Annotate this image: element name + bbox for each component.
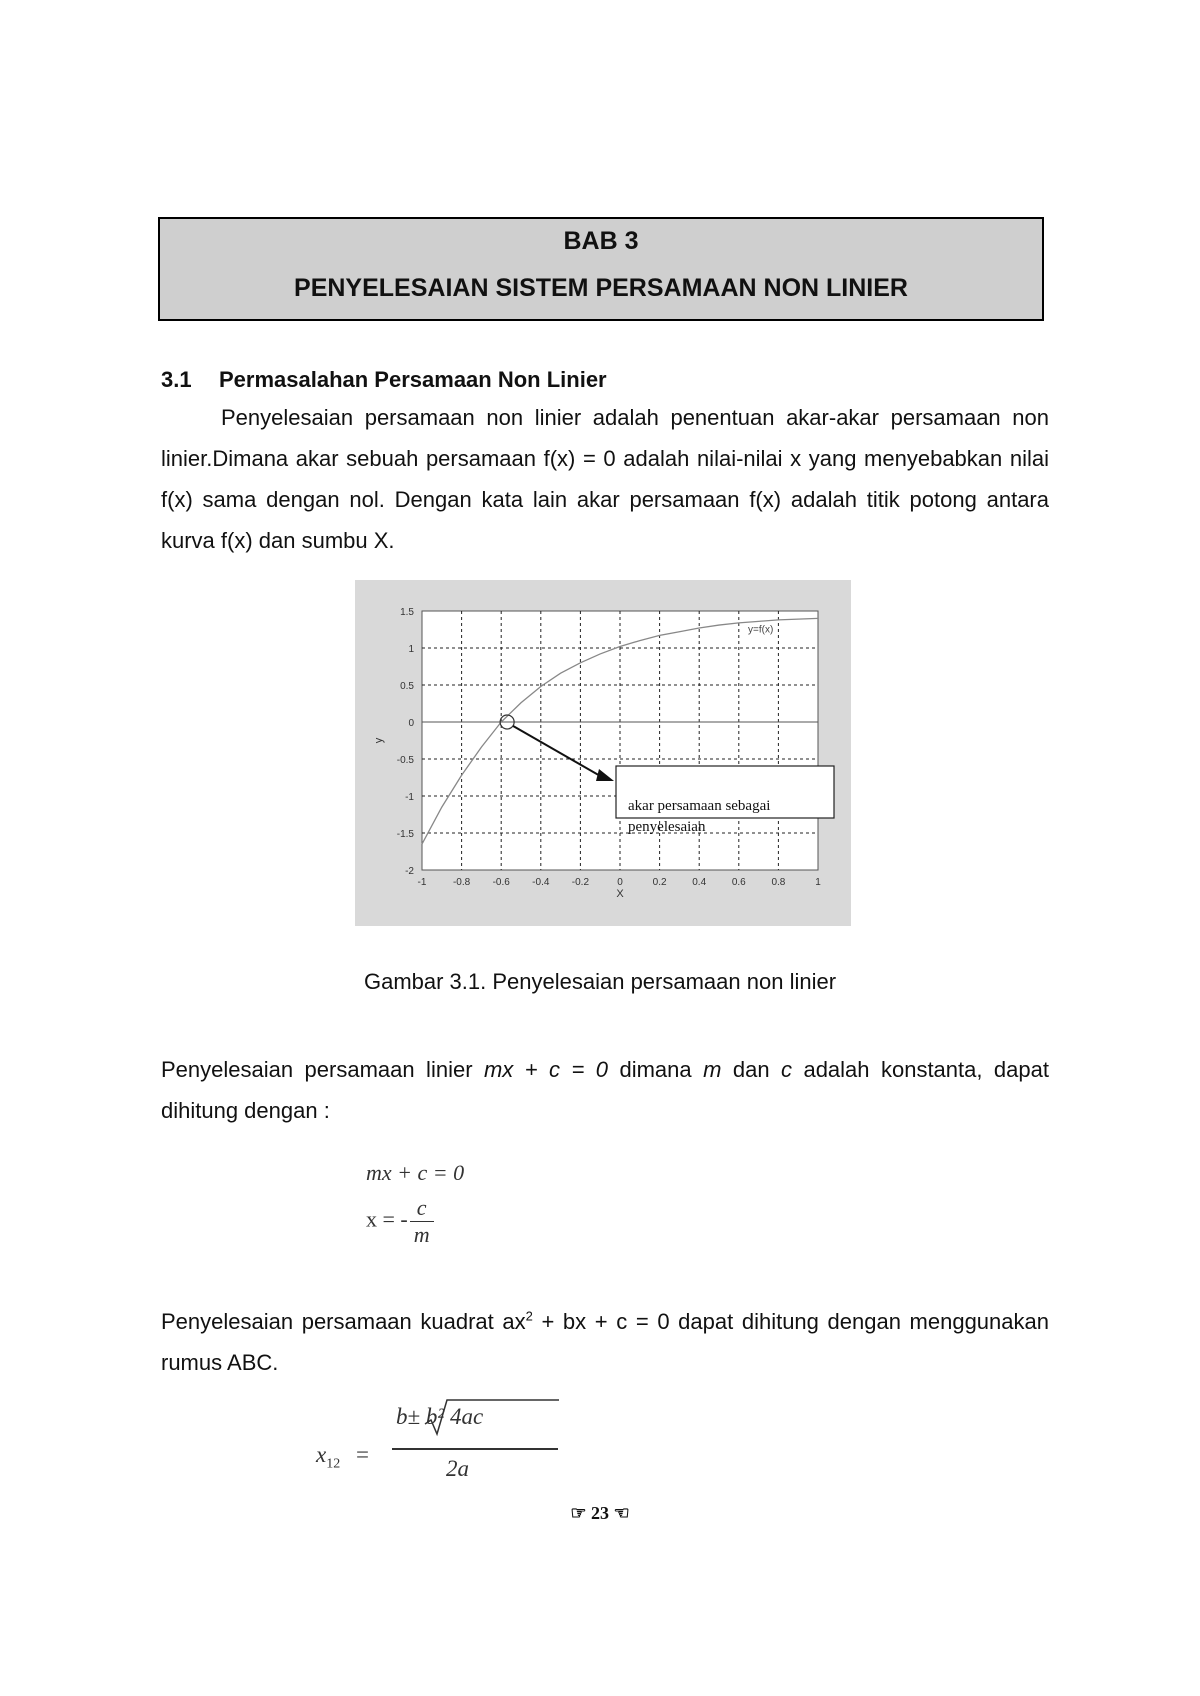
paragraph-linear-post: adalah konstanta, dapat dihitung dengan :	[161, 1057, 1049, 1123]
x-tick-label: 0.2	[652, 877, 667, 888]
chapter-label: BAB 3	[563, 227, 639, 255]
x-tick-label: 1	[815, 877, 821, 888]
paragraph-quadratic-post: + bx + c = 0 dapat dihitung dengan menggunakan rumus ABC.	[161, 1309, 1049, 1375]
x-tick-label: -0.2	[571, 877, 590, 888]
paragraph-linear-c: c	[781, 1057, 793, 1082]
y-tick-label: -0.5	[396, 755, 414, 766]
chapter-title: PENYELESAIAN SISTEM PERSAMAAN NON LINIER	[294, 274, 908, 302]
x-tick-label: 0.6	[731, 877, 746, 888]
paragraph-linear-m: m	[703, 1057, 722, 1082]
y-tick-label: -1	[405, 792, 414, 803]
equation-linear-fraction	[410, 1195, 434, 1248]
series-label: y=f(x)	[748, 624, 774, 636]
x-tick-label: -0.8	[452, 877, 471, 888]
paragraph-quadratic	[161, 1301, 1049, 1383]
x-tick-label: 0	[617, 877, 623, 888]
equation-quadratic-denominator: 2a	[446, 1456, 469, 1481]
y-tick-label: 1	[408, 644, 414, 655]
paragraph-quadratic-sup: 2	[525, 1308, 533, 1324]
equation-quadratic-numerator: b± b² 4ac	[396, 1404, 484, 1429]
section-heading	[161, 367, 607, 393]
x-tick-label: 0.8	[771, 877, 786, 888]
page-number: ☞ 23 ☜	[570, 1503, 630, 1523]
equation-linear-lhs: x = -	[366, 1206, 408, 1232]
equation-quadratic-x-var: x	[316, 1442, 327, 1467]
y-tick-label: -2	[405, 866, 414, 877]
paragraph-quadratic-pre: Penyelesaian persamaan kuadrat ax	[161, 1309, 526, 1334]
paragraph-linear-pre: Penyelesaian persamaan linier	[161, 1057, 484, 1082]
x-tick-label: -0.4	[532, 877, 550, 888]
equation-quadratic-subscript: 12	[326, 1456, 341, 1472]
equation-quadratic-fraction-bar	[392, 1448, 558, 1450]
paragraph-linear-mid1: dimana	[608, 1057, 704, 1082]
square-root-sign	[423, 1398, 559, 1438]
paragraph-intro-text: Penyelesaian persamaan non linier adalah penentuan akar-akar persamaan non linier.Dimana akar sebuah persamaan f(x) = 0 adalah nilai-nilai x yang menyebabkan nilai f(x) sama dengan nol. Dengan kata lain akar persamaan f(x) adalah titik potong antara kurva f(x) dan sumbu X.	[161, 405, 1049, 553]
x-axis-label: X	[616, 888, 624, 900]
y-tick-label: 1.5	[400, 607, 414, 618]
annotation-text-line2: penyelesaian	[628, 819, 706, 835]
section-number: 3.1	[161, 367, 192, 392]
equation-linear-line2	[366, 1195, 434, 1248]
y-tick-label: -1.5	[396, 829, 414, 840]
annotation-text-line1: akar persamaan sebagai	[628, 798, 771, 814]
x-tick-label: -1	[417, 877, 427, 888]
paragraph-intro	[161, 397, 1049, 561]
fraction-denominator: m	[413, 1222, 430, 1247]
y-tick-label: 0	[408, 718, 414, 729]
x-tick-label: -0.6	[492, 877, 510, 888]
paragraph-linear-mid2: dan	[721, 1057, 782, 1082]
equation-quadratic-x	[316, 1442, 340, 1473]
y-axis-label: y	[373, 737, 385, 744]
paragraph-linear-eq: mx + c = 0	[483, 1057, 609, 1082]
section-title: Permasalahan Persamaan Non Linier	[219, 367, 607, 392]
fraction-numerator: c	[410, 1195, 434, 1222]
figure-root-plot	[355, 580, 851, 926]
chapter-header-box	[158, 217, 1044, 321]
root-plot-chart	[355, 580, 851, 926]
paragraph-linear	[161, 1049, 1049, 1131]
x-tick-label: 0.4	[692, 877, 707, 888]
equation-linear-line1: mx + c = 0	[366, 1160, 465, 1185]
figure-caption: Gambar 3.1. Penyelesaian persamaan non linier	[363, 969, 837, 994]
equation-quadratic-equals: =	[356, 1442, 369, 1467]
y-tick-label: 0.5	[400, 681, 414, 692]
